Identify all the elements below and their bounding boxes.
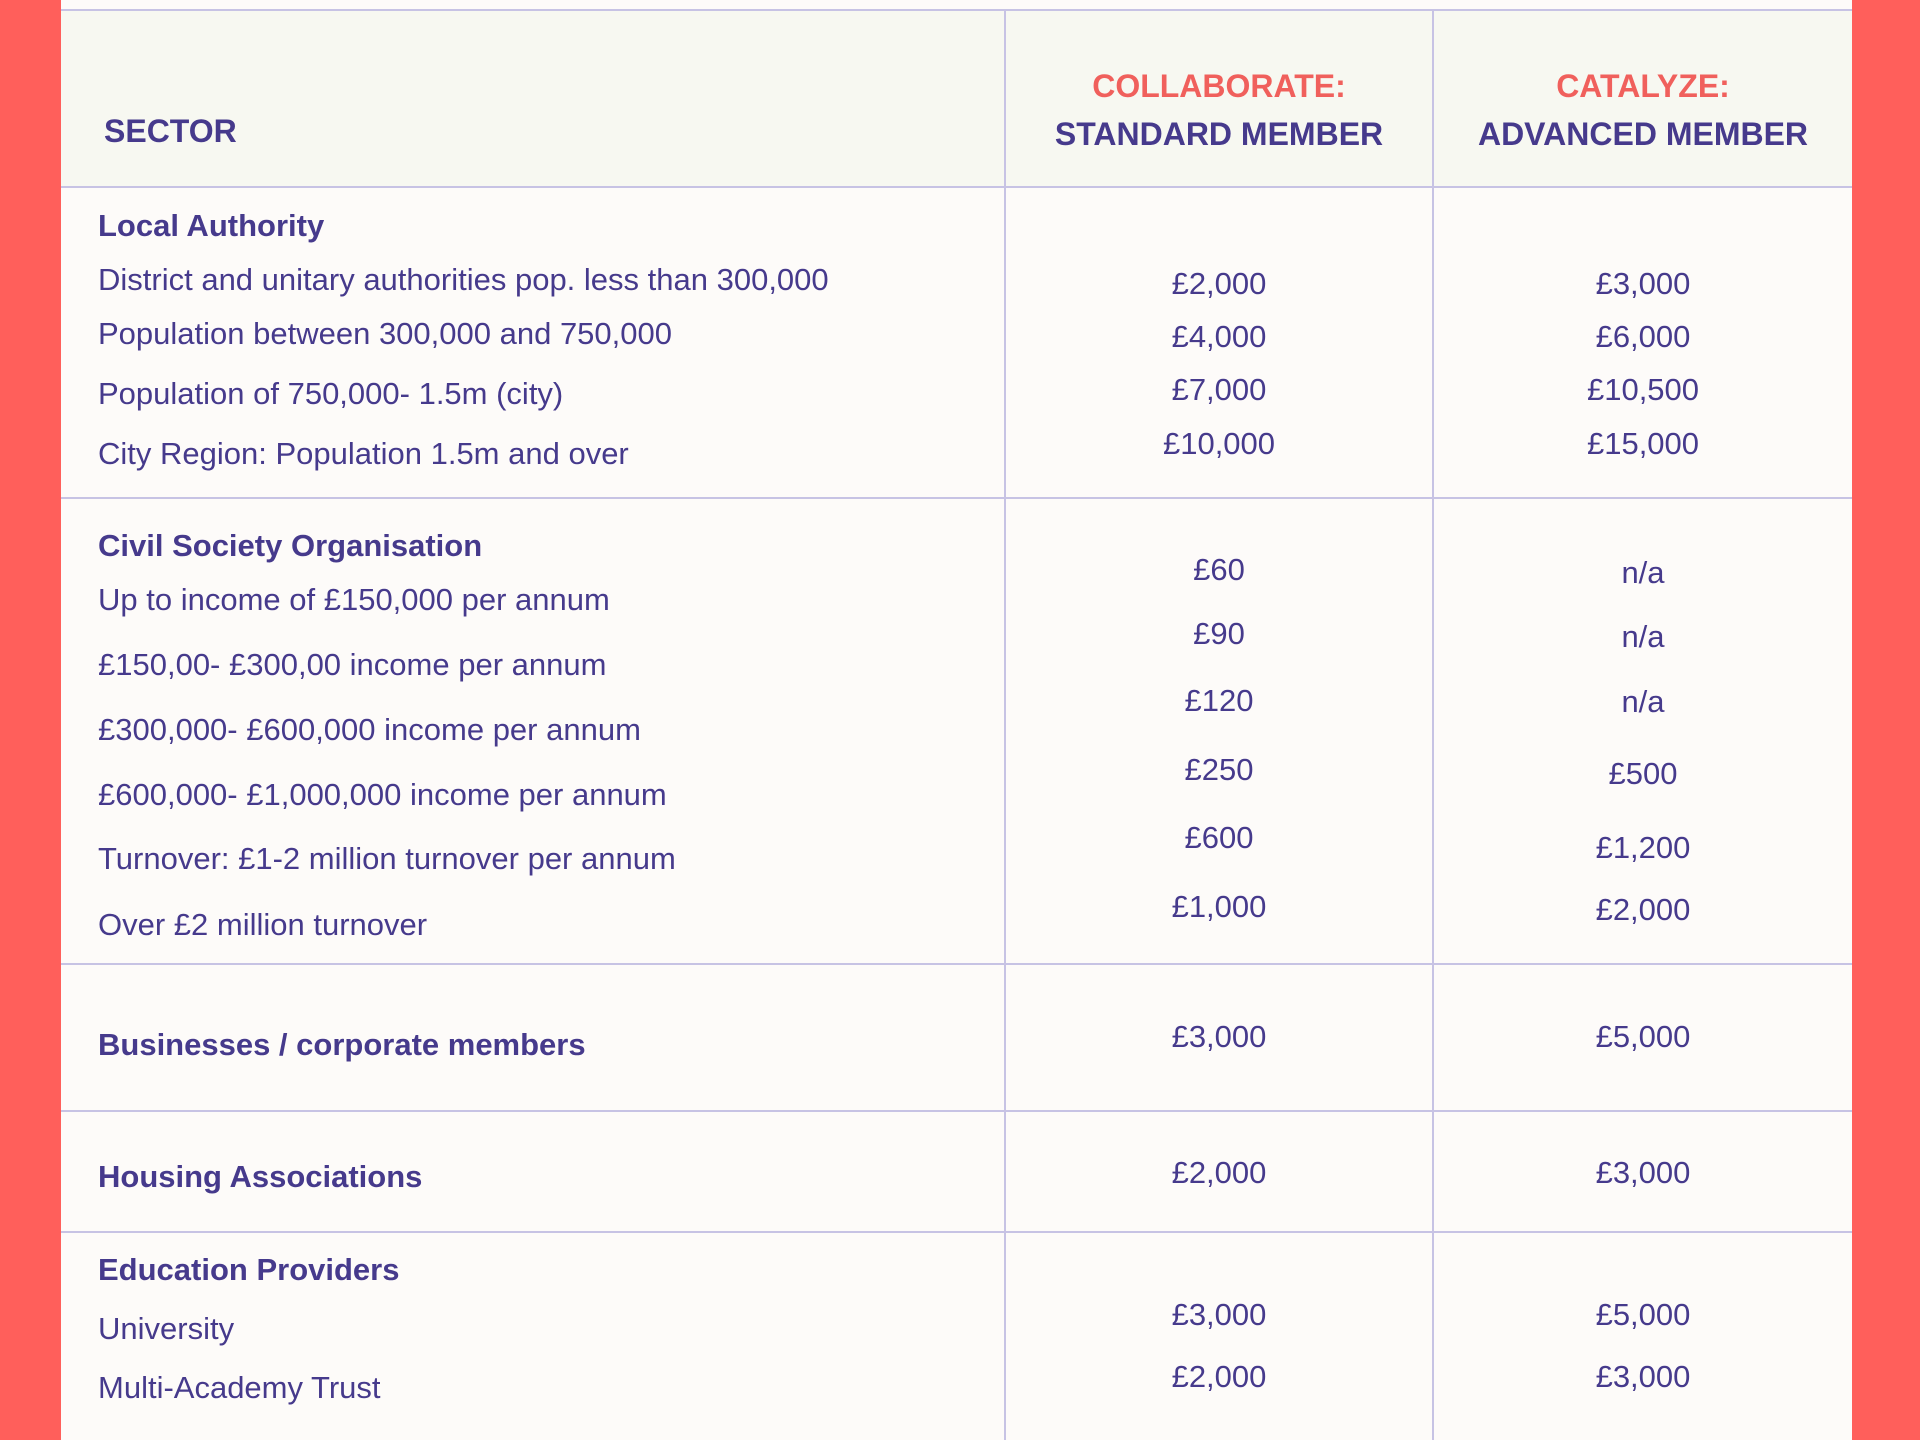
standard-fee: £3,000 (1171, 1019, 1267, 1054)
row-divider (61, 1231, 1852, 1233)
row-divider (61, 1110, 1852, 1112)
advanced-fee: £3,000 (1595, 266, 1691, 301)
standard-fee: £7,000 (1171, 372, 1267, 407)
standard-fee: £4,000 (1171, 319, 1267, 354)
column-divider (1004, 10, 1006, 1440)
standard-fee: £250 (1184, 752, 1254, 787)
standard-fee: £120 (1184, 683, 1254, 718)
advanced-fee: £3,000 (1595, 1359, 1691, 1394)
section-title-businesses: Businesses / corporate members (98, 1027, 586, 1062)
section-title-local-authority: Local Authority (98, 208, 325, 243)
section-title-education-providers: Education Providers (98, 1252, 400, 1287)
row-label: Population of 750,000- 1.5m (city) (98, 376, 564, 411)
standard-fee: £1,000 (1171, 889, 1267, 924)
standard-fee: £90 (1193, 616, 1245, 651)
standard-fee: £2,000 (1171, 1359, 1267, 1394)
standard-fee: £2,000 (1171, 266, 1267, 301)
header-standard-accent: COLLABORATE: (1092, 68, 1346, 104)
advanced-fee: £500 (1608, 756, 1678, 791)
row-divider (61, 497, 1852, 499)
advanced-fee: n/a (1621, 684, 1665, 719)
row-label: Multi-Academy Trust (98, 1370, 381, 1405)
advanced-fee: £5,000 (1595, 1019, 1691, 1054)
column-divider (1432, 10, 1434, 1440)
header-sector: SECTOR (104, 113, 237, 149)
advanced-fee: £6,000 (1595, 319, 1691, 354)
standard-fee: £2,000 (1171, 1155, 1267, 1190)
row-label: £150,00- £300,00 income per annum (98, 647, 607, 682)
row-label: £300,000- £600,000 income per annum (98, 712, 641, 747)
advanced-fee: £15,000 (1586, 426, 1700, 461)
row-label: Population between 300,000 and 750,000 (98, 316, 672, 351)
row-label: City Region: Population 1.5m and over (98, 436, 629, 471)
standard-fee: £60 (1193, 552, 1245, 587)
advanced-fee: £10,500 (1586, 372, 1700, 407)
advanced-fee: n/a (1621, 555, 1665, 590)
row-label: Over £2 million turnover (98, 907, 428, 942)
header-advanced-label: ADVANCED MEMBER (1477, 116, 1809, 152)
standard-fee: £10,000 (1162, 426, 1276, 461)
standard-fee: £3,000 (1171, 1297, 1267, 1332)
header-advanced-accent: CATALYZE: (1556, 68, 1730, 104)
advanced-fee: n/a (1621, 619, 1665, 654)
advanced-fee: £2,000 (1595, 892, 1691, 927)
row-label: Turnover: £1-2 million turnover per annum (98, 841, 676, 876)
table-top-border (61, 9, 1852, 11)
row-label: District and unitary authorities pop. less than 300,000 (98, 262, 829, 297)
row-label: £600,000- £1,000,000 income per annum (98, 777, 667, 812)
section-title-civil-society: Civil Society Organisation (98, 528, 483, 563)
advanced-fee: £1,200 (1595, 830, 1691, 865)
section-title-housing-associations: Housing Associations (98, 1159, 423, 1194)
row-label: Up to income of £150,000 per annum (98, 582, 610, 617)
header-standard-label: STANDARD MEMBER (1054, 116, 1384, 152)
row-divider (61, 963, 1852, 965)
advanced-fee: £5,000 (1595, 1297, 1691, 1332)
header-divider (61, 186, 1852, 188)
standard-fee: £600 (1184, 820, 1254, 855)
row-label: University (98, 1311, 235, 1346)
advanced-fee: £3,000 (1595, 1155, 1691, 1190)
